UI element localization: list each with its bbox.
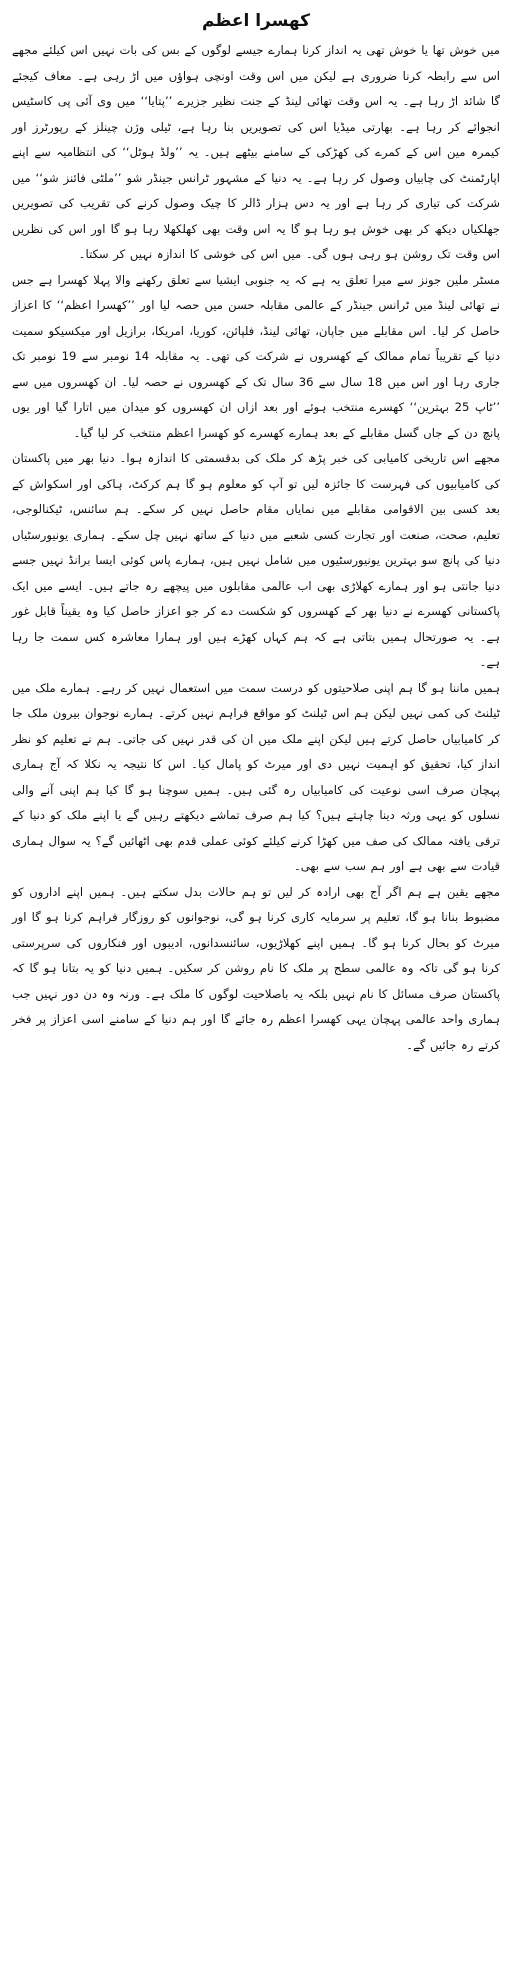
article-paragraph: میں خوش تھا یا خوش تھی یہ انداز کرنا ہمارے جیسے لوگوں کے بس کی بات نہیں اس کیلئے مجھے اس سے رابطہ کرنا ضروری ہے لیکن میں اس وقت اونچی ہواؤں میں اڑ رہی ہے۔ معاف کیجئے گا شائد اڑ رہا ہے۔ یہ اس وقت تھائی لینڈ کے جنت نظیر جزیرے ’’پتایا‘‘ میں وی آئی پی کاسٹیس انجوائے کر رہا ہے۔ بھارتی میڈیا اس کی تصویریں بنا رہا ہے، ٹیلی وژن چینلز کے رپورٹرز اور کیمرہ مین اس کے کمرے کی کھڑکی کے سامنے بیٹھے ہیں۔ یہ ’’ولڈ ہوٹل‘‘ کی انتظامیہ سے اپنے اپارٹمنٹ کی چابیاں وصول کر رہا ہے۔ یہ دنیا کے مشہور ٹرانس جینڈر شو ’’ملٹی فائنز شو‘‘ میں شرکت کی تیاری کر رہا ہے اور یہ دس ہزار ڈالر کا چیک وصول کرنے کی تقریب کی تصویریں جھلکیاں دیکھ کر بھی خوش ہو رہا ہو گا یہ اس وقت بھی کھلکھلا رہا ہو گا اور اس کی نظریں اس وقت تک روشن ہو رہی ہوں گی۔ میں اس کی خوشی کا اندازہ نہیں کر سکتا۔ <box>12 43 500 261</box>
article-paragraph: مسٹر ملین جونز سے میرا تعلق یہ ہے کہ یہ جنوبی ایشیا سے تعلق رکھنے والا پہلا کھسرا ہے جس نے تھائی لینڈ میں ٹرانس جینڈر کے عالمی مقابلہ حسن میں حصہ لیا اور ’’کھسرا اعظم‘‘ کا اعزاز حاصل کر لیا۔ اس مقابلے میں جاپان، تھائی لینڈ، فلپائن، کوریا، امریکا، برازیل اور میکسیکو سمیت دنیا کے تقریباً تمام ممالک کے کھسروں نے شرکت کی تھی۔ یہ مقابلہ 14 نومبر سے 19 نومبر تک جاری رہا اور اس میں 18 سال سے 36 سال تک کے کھسروں نے حصہ لیا۔ ان کھسروں میں سے ’’ٹاپ 25 بہترین‘‘ کھسرے منتخب ہوئے اور بعد ازاں ان کھسروں کو میدان میں اتارا گیا اور یوں پانچ دن کے جاں گسل مقابلے کے بعد ہمارے کھسرے کو کھسرا اعظم منتخب کر لیا گیا۔ <box>12 272 501 440</box>
article-paragraph: مجھے اس تاریخی کامیابی کی خبر پڑھ کر ملک کی بدقسمتی کا اندازہ ہوا۔ دنیا بھر میں پاکستان کی کامیابیوں کی فہرست کا جائزہ لیں تو آپ کو معلوم ہو گا ہم کرکٹ، ہاکی اور اسکواش کے بعد کسی بین الاقوامی مقابلے میں نمایاں مقام حاصل نہیں کر سکے۔ ہم سائنس، ٹیکنالوجی، تعلیم، صحت، صنعت اور تجارت کسی شعبے میں دنیا کے ساتھ نہیں چل سکے۔ ہماری یونیورسٹیاں دنیا کی پانچ سو بہترین یونیورسٹیوں میں شامل نہیں ہیں، ہمارے پاس کوئی ایسا برانڈ نہیں جسے دنیا جانتی ہو اور ہمارے کھلاڑی بھی اب عالمی مقابلوں میں پیچھے رہ جاتے ہیں۔ ایسے میں ایک پاکستانی کھسرے نے دنیا بھر کے کھسروں کو شکست دے کر جو اعزاز حاصل کیا وہ یقیناً قابل غور ہے۔ یہ صورتحال ہمیں بتاتی ہے کہ ہم کہاں کھڑے ہیں اور ہمارا معاشرہ کس سمت جا رہا ہے۔ <box>12 451 500 669</box>
article-title: کھسرا اعظم <box>201 11 311 31</box>
article-paragraph: ہمیں ماننا ہو گا ہم اپنی صلاحیتوں کو درست سمت میں استعمال نہیں کر رہے۔ ہمارے ملک میں ٹیلنٹ کی کمی نہیں لیکن ہم اس ٹیلنٹ کو مواقع فراہم نہیں کرتے۔ ہمارے نوجوان بیرون ملک جا کر کامیابیاں حاصل کرتے ہیں لیکن اپنے ملک میں ان کی قدر نہیں کی جاتی۔ ہم نے تعلیم کو نظر انداز کیا، تحقیق کو اہمیت نہیں دی اور میرٹ کو پامال کیا۔ اس کا نتیجہ یہ نکلا کہ آج ہماری پہچان صرف اسی نوعیت کی کامیابیاں رہ گئی ہیں۔ ہمیں سوچنا ہو گا کیا ہم اپنی آنے والی نسلوں کو یہی ورثہ دینا چاہتے ہیں؟ کیا ہم صرف تماشے دیکھتے رہیں گے یا اپنے ملک کو دنیا کے ترقی یافتہ ممالک کی صف میں کھڑا کرنے کیلئے کوئی عملی قدم بھی اٹھائیں گے؟ یہ سوال ہماری قیادت سے بھی ہے اور ہم سب سے بھی۔ <box>12 680 500 873</box>
article-paragraph: مجھے یقین ہے ہم اگر آج بھی ارادہ کر لیں تو ہم حالات بدل سکتے ہیں۔ ہمیں اپنے اداروں کو مضبوط بنانا ہو گا، تعلیم پر سرمایہ کاری کرنا ہو گی، نوجوانوں کو روزگار فراہم کرنا ہو گا اور میرٹ کو بحال کرنا ہو گا۔ ہمیں اپنے کھلاڑیوں، سائنسدانوں، ادیبوں اور فنکاروں کی سرپرستی کرنا ہو گی تاکہ وہ عالمی سطح پر ملک کا نام روشن کر سکیں۔ ہمیں دنیا کو یہ بتانا ہو گا کہ پاکستان صرف مسائل کا نام نہیں بلکہ یہ باصلاحیت لوگوں کا ملک ہے۔ ورنہ وہ دن دور نہیں جب ہماری واحد عالمی پہچان یہی کھسرا اعظم رہ جائے گا اور ہم دنیا کے سامنے اسی اعزاز پر فخر کرتے رہ جائیں گے۔ <box>12 884 500 1052</box>
article-body <box>12 38 500 1058</box>
